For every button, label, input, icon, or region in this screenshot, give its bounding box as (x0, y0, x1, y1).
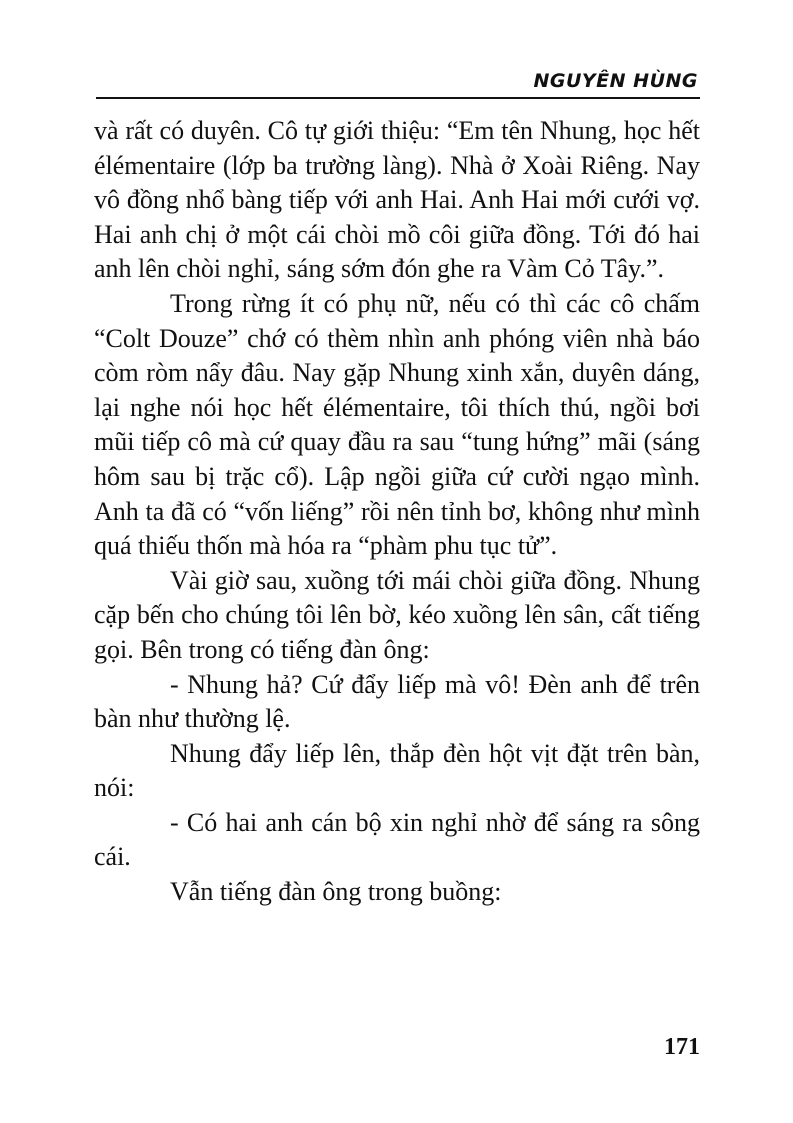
dialogue-line-1: - Nhung hả? Cứ đẩy liếp mà vô! Đèn anh để trên bàn như thường lệ. (94, 669, 700, 734)
paragraph-nhung-day-liep: Nhung đẩy liếp lên, thắp đèn hột vịt đặt trên bàn, nói: (94, 738, 700, 803)
paragraph-vai-gio-sau: Vài giờ sau, xuồng tới mái chòi giữa đồng. Nhung cặp bến cho chúng tôi lên bờ, kéo xuồng lên sân, cất tiếng gọi. Bên trong có tiếng đàn ông: (94, 565, 700, 664)
dialogue-line-2: - Có hai anh cán bộ xin nghỉ nhờ để sáng ra sông cái. (94, 807, 700, 872)
paragraph-continuation: và rất có duyên. Cô tự giới thiệu: “Em tên Nhung, học hết élémentaire (lớp ba trường làng). Nhà ở Xoài Riêng. Nay vô đồng nhổ bàng tiếp với anh Hai. Anh Hai mới cưới vợ. Hai anh chị ở một cái chòi mồ côi giữa đồng. Tới đó hai anh lên chòi nghỉ, sáng sớm đón ghe ra Vàm Cỏ Tây.”. (94, 116, 700, 284)
paragraph-van-tieng: Vẫn tiếng đàn ông trong buồng: (170, 877, 502, 907)
running-head-author: NGUYÊN HÙNG (533, 70, 698, 92)
header-rule (96, 97, 700, 99)
page-number: 171 (664, 1034, 700, 1060)
paragraph-rung: Trong rừng ít có phụ nữ, nếu có thì các cô chấm “Colt Douze” chớ có thèm nhìn anh phóng viên nhà báo còm ròm nẩy đâu. Nay gặp Nhung xinh xắn, duyên dáng, lại nghe nói học hết élémentaire, tôi thích thú, ngồi bơi mũi tiếp cô mà cứ quay đầu ra sau “tung hứng” mãi (sáng hôm sau bị trặc cổ). Lập ngồi giữa cứ cười ngạo mình. Anh ta đã có “vốn liếng” rồi nên tỉnh bơ, không như mình quá thiếu thốn mà hóa ra “phàm phu tục tử”. (94, 288, 700, 561)
body-text (94, 114, 700, 910)
